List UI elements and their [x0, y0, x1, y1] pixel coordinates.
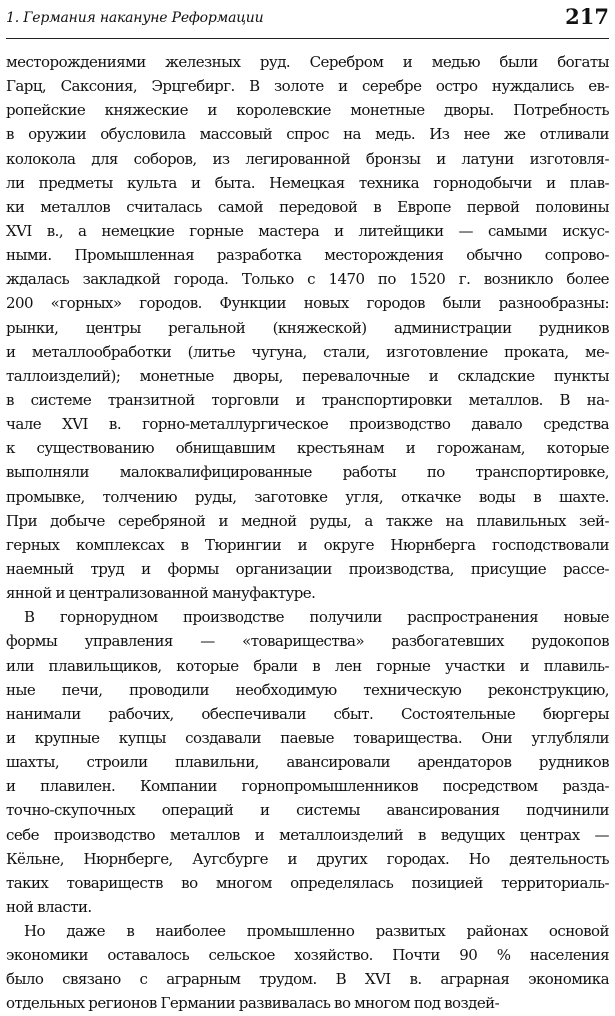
text-line: нанимали рабочих, обеспечивали сбыт. Состоятельные бюргеры	[6, 704, 609, 723]
text-line: формы управления — «товарищества» разбогатевших рудокопов	[6, 632, 609, 651]
paragraph	[6, 50, 609, 605]
text-line: отдельных регионов Германии развивалась во многом под воздей-	[6, 994, 500, 1013]
body-text	[6, 50, 609, 1016]
text-line: промывке, толчению руды, заготовке угля, откачке воды в шахте.	[6, 487, 609, 506]
text-line: Гарц, Саксония, Эрцгебирг. В золоте и серебре остро нуждались ев-	[6, 77, 609, 96]
text-line: таллоизделий); монетные дворы, перевалочные и складские пункты	[6, 366, 609, 385]
text-line: и крупные купцы создавали паевые товарищества. Они углубляли	[6, 728, 609, 747]
text-line: в оружии обусловила массовый спрос на медь. Из нее же отливали	[6, 125, 609, 144]
text-line: ждалась закладкой города. Только с 1470 по 1520 г. возникло более	[6, 270, 609, 289]
text-line: ропейские княжеские и королевские монетные дворы. Потребность	[6, 101, 609, 120]
text-line: экономики оставалось сельское хозяйство. Почти 90 % населения	[6, 946, 609, 965]
text-line: было связано с аграрным трудом. В XVI в. аграрная экономика	[6, 970, 609, 989]
text-line: XVI в., а немецкие горные мастера и литейщики — самыми искус-	[6, 221, 609, 240]
text-line: Кёльне, Нюрнберге, Аугсбурге и других городах. Но деятельность	[6, 849, 609, 868]
header-rule	[6, 38, 609, 39]
text-line: и металлообработки (литье чугуна, стали, изготовление проката, ме-	[6, 342, 609, 361]
text-line: 200 «горных» городов. Функции новых городов были разнообразны:	[6, 294, 609, 313]
text-line: герных комплексах в Тюрингии и округе Нюрнберга господствовали	[6, 535, 609, 554]
text-line: ными. Промышленная разработка месторождения обычно сопрово-	[6, 246, 609, 265]
page-number: 217	[565, 4, 609, 29]
text-line: При добыче серебряной и медной руды, а также на плавильных зей-	[6, 511, 609, 530]
paragraph	[6, 605, 609, 919]
text-line: выполняли малоквалифицированные работы по транспортировке,	[6, 463, 609, 482]
text-line: рынки, центры регальной (княжеской) администрации рудников	[6, 318, 609, 337]
text-line: ные печи, проводили необходимую техническую реконструкцию,	[6, 680, 609, 699]
chapter-title: 1. Германия накануне Реформации	[6, 10, 264, 26]
text-line: ной власти.	[6, 897, 92, 916]
text-line: в системе транзитной торговли и транспортировки металлов. В на-	[6, 390, 609, 409]
text-line: точно-скупочных операций и системы авансирования подчинили	[6, 801, 609, 820]
text-line: колокола для соборов, из легированной бронзы и латуни изготовля-	[6, 149, 609, 168]
text-line: янной и централизованной мануфактуре.	[6, 584, 316, 603]
text-line: таких товариществ во многом определялась позицией территориаль-	[6, 873, 609, 892]
paragraph	[6, 919, 609, 1016]
text-line: и плавилен. Компании горнопромышленников посредством разда-	[6, 777, 609, 796]
running-head	[6, 4, 609, 38]
text-line: себе производство металлов и металлоизделий в ведущих центрах —	[6, 825, 609, 844]
text-line: Но даже в наиболее промышленно развитых районах основой	[24, 922, 609, 941]
text-line: к существованию обнищавшим крестьянам и горожанам, которые	[6, 439, 609, 458]
text-line: В горнорудном производстве получили распространения новые	[24, 608, 609, 627]
text-line: чале XVI в. горно-металлургическое производство давало средства	[6, 415, 609, 434]
text-line: месторождениями железных руд. Серебром и медью были богаты	[6, 53, 609, 71]
text-line: шахты, строили плавильни, авансировали арендаторов рудников	[6, 753, 609, 772]
text-line: ки металлов считалась самой передовой в Европе первой половины	[6, 197, 609, 216]
text-line: наемный труд и формы организации производства, присущие рассе-	[6, 559, 609, 578]
text-line: ли предметы культа и быта. Немецкая техника горнодобычи и плав-	[6, 173, 609, 192]
text-line: или плавильщиков, которые брали в лен горные участки и плавиль-	[6, 656, 609, 675]
